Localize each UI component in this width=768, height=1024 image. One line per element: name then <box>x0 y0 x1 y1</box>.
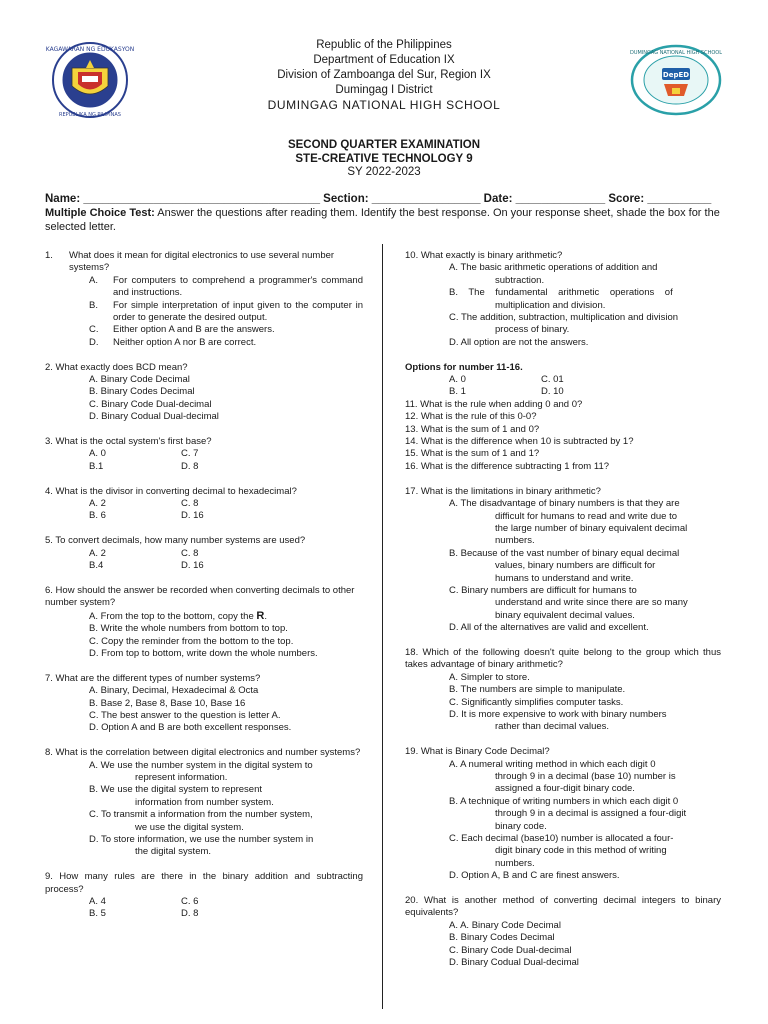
question-stem: 19. What is Binary Code Decimal? <box>405 746 550 758</box>
question-18 <box>405 647 721 734</box>
option-b: B.1 <box>89 460 104 472</box>
option-a: A. 2 <box>89 547 106 559</box>
option-b: B. 5 <box>89 908 106 920</box>
question-stem: 20. What is another method of converting decimal integers to binary equivalents? <box>405 895 721 919</box>
option-b: B. For simple interpretation of input given to the computer in order to generate the desired output. <box>89 299 363 324</box>
question-19 <box>405 746 721 882</box>
instructions-text: Answer the questions after reading them. Identify the best response. On your response sheet, shade the box for the selected letter. <box>45 207 720 233</box>
option-c: C. 6 <box>181 896 199 907</box>
question-8 <box>45 747 363 859</box>
question-stem: 18. Which of the following doesn't quite belong to the group which thus takes advantage of binary arithmetic? <box>405 646 721 671</box>
option-b: B. We use the digital system to represent <box>89 784 263 796</box>
question-stem: 10. What exactly is binary arithmetic? <box>405 250 563 261</box>
option-c: C. Binary numbers are difficult for humans to <box>449 584 637 596</box>
question-10 <box>405 250 721 349</box>
option-d: D. Binary Codual Dual-decimal <box>89 411 219 423</box>
question-stem: 8. What is the correlation between digital electronics and number systems? <box>45 747 361 759</box>
question-16: 16. What is the difference subtracting 1 from 11? <box>405 460 610 472</box>
option-c: C. 8 <box>181 547 199 559</box>
option-c-continued: numbers. <box>495 857 535 869</box>
option-b: B. 1 <box>449 386 466 398</box>
option-d: D. 10 <box>541 386 564 398</box>
question-stem: 9. How many rules are there in the binary addition and subtracting process? <box>45 871 363 895</box>
option-b-continued: information from number system. <box>135 796 274 808</box>
option-a: A. 2 <box>89 498 106 510</box>
option-b: B. The fundamental arithmetic operations of <box>449 287 673 299</box>
svg-text:REPUBLIKA NG PILIPINAS: REPUBLIKA NG PILIPINAS <box>59 112 121 118</box>
option-c: C. To transmit a information from the number system, <box>89 809 313 821</box>
option-c: C. Each decimal (base10) number is allocated a four- <box>449 833 674 845</box>
option-a-continued: through 9 in a decimal (base 10) number is <box>495 771 676 782</box>
svg-text:KAGAWARAN NG EDUKASYON: KAGAWARAN NG EDUKASYON <box>45 46 135 53</box>
option-a: A. The disadvantage of binary numbers is that they are <box>449 498 680 510</box>
exam-subject: STE-CREATIVE TECHNOLOGY 9 <box>295 152 473 165</box>
option-b: B. A technique of writing numbers in which each digit 0 <box>449 795 679 807</box>
option-a-continued: represent information. <box>135 771 228 783</box>
header-line-district: Dumingag I District <box>335 84 433 96</box>
option-c-continued: digit binary code in this method of writing <box>495 845 667 857</box>
option-c: C. The addition, subtraction, multiplication and division <box>449 312 679 324</box>
question-3 <box>45 436 363 473</box>
header-line-republic: Republic of the Philippines <box>316 39 452 51</box>
option-a-continued: subtraction. <box>495 274 545 286</box>
option-c: C. Either option A and B are the answers. <box>89 324 275 336</box>
question-stem: 6. How should the answer be recorded when converting decimals to other number system? <box>45 584 355 609</box>
option-a-continued: assigned a four-digit binary code. <box>495 783 635 795</box>
option-c: C. 8 <box>181 498 199 510</box>
option-a: A. Binary, Decimal, Hexadecimal & Octa <box>89 685 259 697</box>
option-d: D. 8 <box>181 908 199 920</box>
header-line-department: Department of Education IX <box>313 54 455 66</box>
option-d: D. Option A and B are both excellent responses. <box>89 722 292 734</box>
question-stem: 4. What is the divisor in converting decimal to hexadecimal? <box>45 485 297 497</box>
instructions <box>45 207 735 234</box>
option-c: C. Significantly simplifies computer tasks. <box>449 696 624 708</box>
option-c: C. Binary Code Dual-decimal <box>449 944 572 956</box>
option-a-continued: difficult for humans to read and write due to <box>495 510 678 522</box>
question-stem: 5. To convert decimals, how many number systems are used? <box>45 535 306 547</box>
question-6 <box>45 585 363 660</box>
column-divider <box>382 244 383 1009</box>
option-d: D. Neither option A nor B are correct. <box>89 336 257 348</box>
question-15: 15. What is the sum of 1 and 1? <box>405 448 540 460</box>
question-2 <box>45 362 363 424</box>
option-c-continued: we use the digital system. <box>135 821 244 833</box>
right-column <box>405 250 721 982</box>
option-c-continued: process of binary. <box>495 324 570 336</box>
option-c: C. Binary Code Dual-decimal <box>89 398 212 410</box>
question-stem: What does it mean for digital electronics to use several number systems? <box>69 250 335 274</box>
question-stem: 2. What exactly does BCD mean? <box>45 361 188 373</box>
option-c-continued: binary equivalent decimal values. <box>495 609 635 621</box>
option-d: D. Option A, B and C are finest answers. <box>449 870 620 882</box>
option-d: D. 16 <box>181 560 204 572</box>
option-b: B. Binary Codes Decimal <box>89 386 195 398</box>
question-7 <box>45 673 363 735</box>
header-line-division: Division of Zamboanga del Sur, Region IX <box>277 69 491 81</box>
questions-11-16 <box>405 399 721 473</box>
option-b: B. Because of the vast number of binary equal decimal <box>449 547 680 559</box>
header-school-name: DUMINGAG NATIONAL HIGH SCHOOL <box>267 98 501 112</box>
option-c: C. The best answer to the question is letter A. <box>89 709 281 721</box>
option-b: B. Base 2, Base 8, Base 10, Base 16 <box>89 697 246 709</box>
option-b: B. The numbers are simple to manipulate. <box>449 684 626 696</box>
options-label: Options for number 11-16. <box>405 361 523 373</box>
svg-text:DUMINGAG NATIONAL HIGH SCHOOL: DUMINGAG NATIONAL HIGH SCHOOL <box>630 50 722 56</box>
question-13: 13. What is the sum of 1 and 0? <box>405 423 540 435</box>
option-a: A. From the top to the bottom, copy the R. <box>89 609 267 622</box>
option-c-continued: understand and write since there are so many <box>495 597 688 609</box>
option-b-continued: humans to understand and write. <box>495 572 634 584</box>
option-a: A. 4 <box>89 896 106 907</box>
option-d: D. All of the alternatives are valid and excellent. <box>449 622 649 634</box>
option-c: C. 7 <box>181 448 199 460</box>
option-b-continued: values, binary numbers are difficult for <box>495 560 656 572</box>
option-a: A. 0 <box>449 374 466 386</box>
option-c: C. 01 <box>541 374 564 386</box>
exam-title-block <box>0 139 768 180</box>
option-a: A. 0 <box>89 448 106 460</box>
option-b-continued: multiplication and division. <box>495 299 606 311</box>
question-9 <box>45 871 363 921</box>
option-a: A. A. Binary Code Decimal <box>449 919 561 931</box>
question-5 <box>45 535 363 572</box>
document-header <box>0 38 768 113</box>
option-c: C. Copy the reminder from the bottom to the top. <box>89 635 294 647</box>
option-d: D. 8 <box>181 460 199 472</box>
instructions-label: Multiple Choice Test: <box>45 207 155 219</box>
option-a: A. Binary Code Decimal <box>89 374 190 386</box>
option-b: B. Write the whole numbers from bottom to top. <box>89 623 288 635</box>
school-year: SY 2022-2023 <box>347 166 421 178</box>
question-17 <box>405 486 721 635</box>
svg-text:DepED: DepED <box>662 71 690 79</box>
option-a: A. The basic arithmetic operations of addition and <box>449 262 658 274</box>
option-d-continued: the digital system. <box>135 846 212 858</box>
left-column <box>45 250 363 933</box>
question-number: 1. <box>45 250 53 261</box>
question-stem: 17. What is the limitations in binary arithmetic? <box>405 485 601 497</box>
option-a: A. A numeral writing method in which each digit 0 <box>449 758 656 770</box>
option-d-continued: rather than decimal values. <box>495 721 610 733</box>
name-section-date-score-row[interactable]: Name: _____________________________________ Section: _________________ Date: ______________ Score: __________ <box>45 193 712 205</box>
option-d: D. From top to bottom, write down the whole numbers. <box>89 647 318 659</box>
option-d: D. It is more expensive to work with binary numbers <box>449 708 667 720</box>
option-a-continued: the large number of binary equivalent decimal <box>495 522 688 534</box>
option-a: A. For computers to comprehend a programmer's command and instructions. <box>89 274 363 299</box>
option-d: D. 16 <box>181 510 204 522</box>
option-b: B. 6 <box>89 510 106 522</box>
options-11-16 <box>405 362 721 399</box>
question-12: 12. What is the rule of this 0-0? <box>405 411 537 423</box>
exam-title: SECOND QUARTER EXAMINATION <box>287 139 481 151</box>
option-d: D. To store information, we use the number system in <box>89 833 314 845</box>
question-14: 14. What is the difference when 10 is subtracted by 1? <box>405 436 634 448</box>
option-a: A. Simpler to store. <box>449 671 530 683</box>
question-20 <box>405 895 721 969</box>
question-4 <box>45 486 363 523</box>
question-stem: 7. What are the different types of number systems? <box>45 672 261 684</box>
option-b-continued: binary code. <box>495 820 547 832</box>
option-a-continued: numbers. <box>495 535 535 547</box>
question-11: 11. What is the rule when adding 0 and 0? <box>405 398 583 410</box>
option-b-continued: through 9 in a decimal is assigned a four-digit <box>495 808 687 820</box>
question-stem: 3. What is the octal system's first base? <box>45 436 212 448</box>
option-d: D. All option are not the answers. <box>449 336 589 348</box>
option-b: B. Binary Codes Decimal <box>449 932 555 944</box>
question-1 <box>45 250 363 349</box>
option-d: D. Binary Codual Dual-decimal <box>449 957 579 969</box>
option-a: A. We use the number system in the digital system to <box>89 759 313 771</box>
option-b: B.4 <box>89 560 104 572</box>
